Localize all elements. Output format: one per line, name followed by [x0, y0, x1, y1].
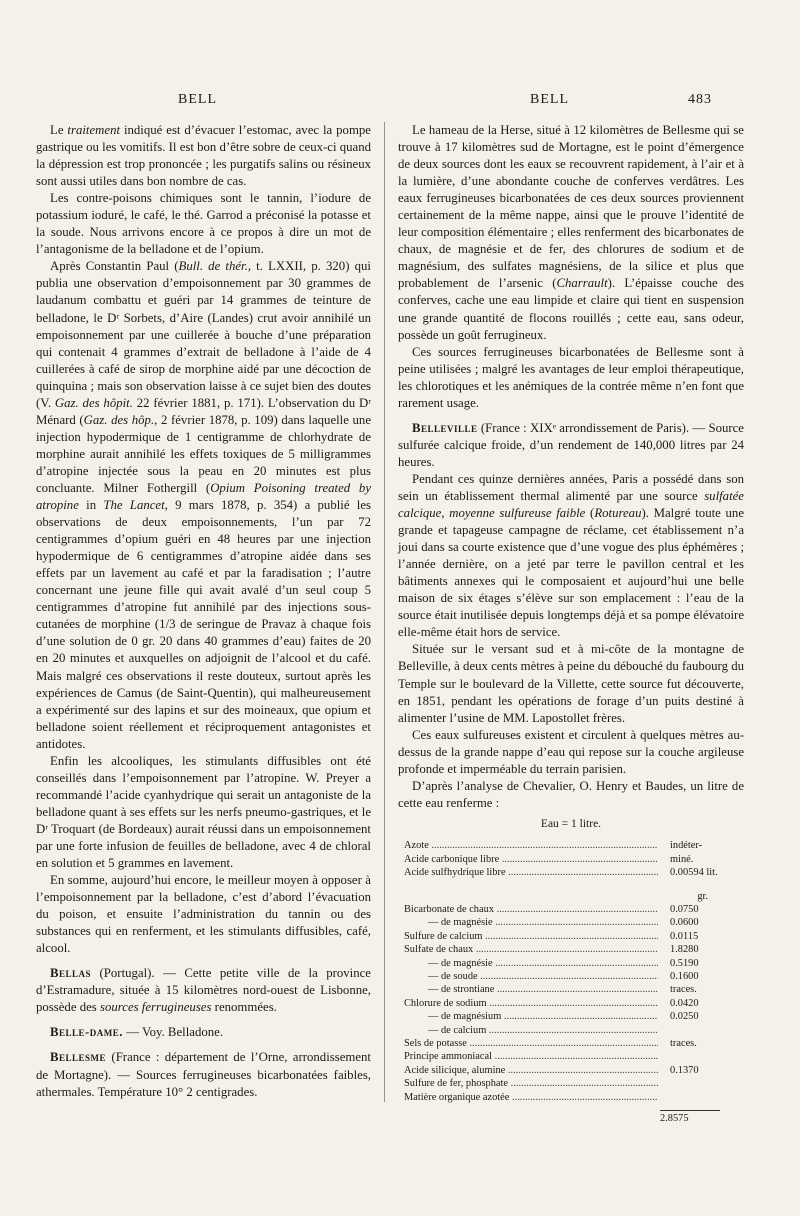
table-row	[398, 1077, 744, 1090]
row-label: Principe ammoniacal .....	[398, 1050, 658, 1063]
row-label: Chlorure de sodium .....	[398, 997, 658, 1010]
header-center-title: BELL	[530, 92, 569, 107]
row-label: Sulfure de calcium .....	[398, 930, 658, 943]
row-label: Sulfure de fer, phosphate .....	[398, 1077, 658, 1090]
row-label: — de magnésie .....	[398, 957, 658, 970]
row-label: — de calcium .....	[398, 1024, 658, 1037]
table-row	[398, 839, 744, 852]
entry-bellas: Bellas (Portugal). — Cette petite ville de la province d’Estramadure, située à 15 kilomètres nord-ouest de Lisbonne, possède des sources ferrugineuses renommées.	[36, 966, 371, 1015]
row-label: — de soude .....	[398, 970, 658, 983]
table-row	[398, 916, 744, 929]
entry-bellesme: Bellesme (France : département de l’Orne, arrondissement de Mortagne). — Sources ferrugineuses bicarbonatées faibles, athermales. Température 10° 2 centigrades.	[36, 1050, 371, 1099]
entry-heading: Belle-dame.	[50, 1025, 124, 1040]
table-row	[398, 1064, 744, 1077]
row-value: 0.0420	[670, 997, 699, 1009]
row-value: traces.	[670, 1037, 697, 1049]
row-label: Bicarbonate de chaux .....	[398, 903, 658, 916]
row-value: 0.0250	[670, 1011, 699, 1023]
column-divider	[384, 122, 385, 1102]
unit-label: gr.	[697, 890, 708, 902]
right-column	[398, 122, 744, 1125]
table-row	[398, 997, 744, 1010]
entry-heading: Bellas	[50, 966, 92, 981]
salt-rows	[398, 903, 744, 1104]
row-label: Acide silicique, alumine .....	[398, 1064, 658, 1077]
table-row	[398, 1037, 744, 1050]
row-value: 0.0600	[670, 917, 699, 929]
table-row	[398, 970, 744, 983]
analysis-table	[398, 818, 744, 1126]
running-header	[0, 92, 800, 112]
paragraph-contre-poisons: Les contre-poisons chimiques sont le tannin, l’iodure de potassium ioduré, le café, le thé. Garrod a préconisé la potasse et la soude. Nous arrivons encore à ce propos à dire un mot de l’antagonisme de la belladone et de l’opium.	[36, 191, 371, 257]
paragraph-constantin-paul: Après Constantin Paul (Bull. de thér., t. LXXII, p. 320) qui publia une observation d’empoisonnement par 30 grammes de laudanum combattu et guéri par 14 grammes de teinture de belladone, le Dʳ Sorbets, d’Aire (Landes) crut avoir annihilé un empoisonnement par une cuillerée à bouche d’une préparation qui contenait 4 grammes d’extrait de belladone à l’aide de 4 cuillerées à café de sirop de morphine aidé par une décoction de quinquina ; mais son observation laisse à ce sujet bien des doutes (V. Gaz. des hôpit. 22 février 1881, p. 171). L’observation du Dʳ Ménard (Gaz. des hôp., 2 février 1878, p. 109) dans laquelle une injection hypodermique de 1 centigramme de chlorhydrate de morphine aurait annihilé les effets toxiques de 5 milligrammes d’atropine injectée sous la peau en 20 minutes est plus concluante. Milner Fothergill (Opium Poisoning treated by atropine in The Lancet, 9 mars 1878, p. 354) a publié les observations de deux empoisonnements, l’un par 72 centigrammes d’opium guéri en 48 heures par une injection hypodermique de 6 centigrammes d’atropine aidée dans ses effets par un lavement au café et par la faradisation ; l’autre concernant une jeune fille qui avait avalé d’un seul coup 5 centigrammes d’atropine fut annihilé par des injections sous-cutanées de morphine (1/3 de seringue de Pravaz à chaque fois d’une solution de 0 gr. 20 dans 40 grammes d’eau) faites de 20 en 20 minutes et auxquelles on adjoignit de l’alcool et du café. Mais malgré ces observations il reste douteux, surtout après les expériences de Camus (de Saint-Quentin), qui malheureusement a expérimenté sur des lapins et sur des moineaux, que opium et belladone soient réellement et réciproquement antagonistes et antidotes.	[36, 259, 372, 751]
gas-rows	[398, 839, 744, 879]
table-row	[398, 983, 744, 996]
row-label: Sulfate de chaux .....	[398, 943, 658, 956]
row-value: 0.0750	[670, 903, 699, 915]
row-value: 0.0115	[670, 930, 699, 942]
row-label: — de magnésium .....	[398, 1010, 658, 1023]
row-label: Acide sulfhydrique libre .....	[398, 866, 658, 879]
table-total: 2.8575	[660, 1110, 720, 1125]
table-row	[398, 903, 744, 916]
row-value: 0.00594 lit.	[670, 867, 718, 879]
paragraph-eaux-sulfureuses: Ces eaux sulfureuses existent et circulent à quelques mètres au-dessus de la grande nappe d’eau qui repose sur la couche argileuse profonde et imperméable du terrain parisien.	[398, 727, 744, 776]
table-caption: Eau = 1 litre.	[540, 817, 602, 830]
paragraph-alcooliques: Enfin les alcooliques, les stimulants diffusibles ont été conseillés dans l’empoisonnement par l’atropine. W. Preyer a recommandé l’acide cyanhydrique qui serait un antagoniste de la belladone quant à ses effets sur les nerfs pneumo-gastriques, et le Dʳ Troquart (de Bordeaux) aurait réussi dans un empoisonnement par une forte infusion de feuilles de belladone, avec 4 de chloral en solution et 5 grammes en lavement.	[36, 753, 371, 871]
entry-belleville: Belleville (France : XIXᵉ arrondissement de Paris). — Source sulfurée calcique froide, d’un rendement de 140,000 litres par 24 heures.	[398, 420, 744, 469]
row-label: Sels de potasse .....	[398, 1037, 658, 1050]
row-label: — de magnésie .....	[398, 916, 658, 929]
paragraph-sources-bellesme: Ces sources ferrugineuses bicarbonatées de Bellesme sont à peine utilisées ; malgré les avantages de leur emploi thérapeutique, les chlorotiques et les anémiques de la contrée même n’en font que rarement usage.	[398, 344, 744, 410]
row-label: Azote .....	[398, 839, 658, 852]
header-left-title: BELL	[178, 92, 217, 107]
table-row	[398, 957, 744, 970]
row-value: 1.8280	[670, 944, 699, 956]
row-value: 0.1600	[670, 970, 699, 982]
paragraph-en-somme: En somme, aujourd’hui encore, le meilleur moyen à opposer à l’empoisonnement par la belladone, c’est d’abord l’évacuation du poison, et ensuite l’administration du tannin ou des substances qui en renferment, et les stimulants diffusibles, café, alcool.	[36, 873, 371, 956]
row-value: 0.5190	[670, 957, 699, 969]
page-number: 483	[688, 92, 712, 107]
left-column	[36, 122, 371, 1101]
table-row	[398, 1010, 744, 1023]
table-row	[398, 930, 744, 943]
table-row	[398, 1050, 744, 1063]
row-value: traces.	[670, 984, 697, 996]
table-row	[398, 943, 744, 956]
paragraph-etablissement: Pendant ces quinze dernières années, Paris a possédé dans son sein un établissement thermal alimenté par une source sulfatée calcique, moyenne sulfureuse faible (Rotureau). Malgré toute une grande et tapageuse campagne de réclame, cet établissement n’a joui dans sa courte existence que d’une vogue des plus éphémères ; l’année dernière, on a jeté par terre le pavillon central et les bâtiments annexes qui le composaient et aujourd’hui une belle maison de six étages s’élève sur son emplacement : l’eau de la source était inutilisée depuis longtemps déjà et sa pompe élévatoire elle-même était hors de service.	[398, 471, 744, 640]
paragraph-situee: Située sur le versant sud et à mi-côte de la montagne de Belleville, à deux cents mètres à peine du débouché du faubourg du Temple sur le boulevard de la Villette, cette source fut découverte, en 1851, pendant les opérations de forage d’un puits destiné à alimenter l’usine de MM. Lapostollet frères.	[398, 642, 744, 725]
row-value: indéter-	[670, 840, 703, 852]
entry-heading: Belleville	[412, 420, 478, 435]
table-row	[398, 1091, 744, 1104]
row-label: Matière organique azotée .....	[398, 1091, 658, 1104]
row-label: — de strontiane .....	[398, 983, 658, 996]
table-row	[398, 1024, 744, 1037]
entry-heading: Bellesme	[50, 1050, 107, 1065]
paragraph-analyse: D’après l’analyse de Chevalier, O. Henry et Baudes, un litre de cette eau renferme :	[398, 778, 744, 810]
table-row	[398, 866, 744, 879]
row-value: 0.1370	[670, 1064, 699, 1076]
row-value: miné.	[670, 853, 694, 865]
paragraph-traitement: Le traitement indiqué est d’évacuer l’estomac, avec la pompe gastrique ou les vomitifs. Il est bon d’être sobre de ceux-ci quand la dépression est trop prononcée ; les purgatifs salins ou résineux sont aussi utiles dans bon nombre de cas.	[36, 123, 371, 189]
row-label: Acide carbonique libre .....	[398, 853, 658, 866]
table-row	[398, 853, 744, 866]
entry-belle-dame: Belle-dame. — Voy. Belladone.	[50, 1025, 224, 1040]
paragraph-herse: Le hameau de la Herse, situé à 12 kilomètres de Bellesme qui se trouve à 17 kilomètres sud de Mortagne, est le point d’émergence de deux sources dont les eaux se recouvrent rapidement, à l’air et à la lumière, d’une abondante couche de conferves verdâtres. Les eaux ferrugineuses bicarbonatées de ces deux sources proviennent certainement de la même nappe, ainsi que le prouve l’identité de leur composition élémentaire ; elles renferment des bicarbonates de chaux, de magnésie et de fer, des chlorures de sodium et de magnésium, des sulfates magnésiens, de la silice et plus que probablement de l’arsenic (Charrault). L’épaisse couche des conferves, cache une eau limpide et claire qui tient en suspension une grande quantité de flocons rouillés ; cette eau, sans odeur, possède un goût ferrugineux.	[398, 123, 744, 342]
